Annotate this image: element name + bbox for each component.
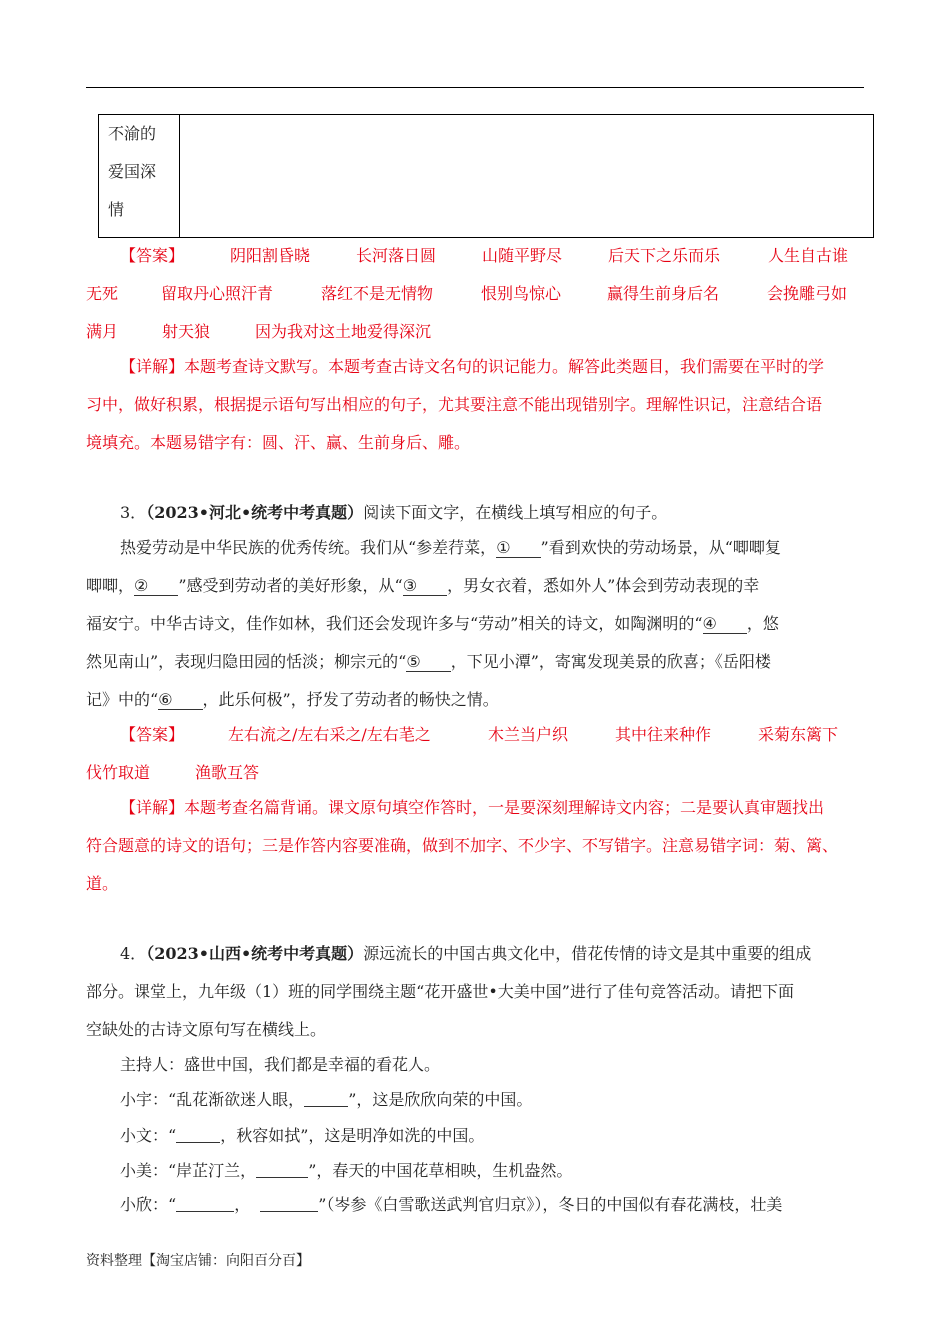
q3-detail-line: 【详解】本题考查名篇背诵。课文原句填空作答时，一是要深刻理解诗文内容；二是要认真审题找出: [120, 798, 825, 817]
passage-text: 然见南山”，表现归隐田园的恬淡；柳宗元的“: [86, 652, 407, 671]
answer-item: 满月: [86, 322, 119, 341]
dialog-text: ，: [234, 1195, 251, 1214]
answer-tag: 【答案】: [120, 725, 185, 744]
q4-intro-line: 部分。课堂上，九年级（1）班的同学围绕主题“花开盛世•大美中国”进行了佳句竞答活动。请把下面: [86, 982, 794, 1001]
q3-detail-line: 道。: [86, 874, 119, 893]
answer-item: 阴阳割昏晓: [230, 246, 311, 265]
blank-line: [256, 1161, 308, 1178]
answer-item: 其中往来种作: [615, 725, 712, 744]
q4-header: [120, 941, 811, 964]
dialog-text: 小美：“岸芷汀兰，: [120, 1161, 257, 1180]
q3-header: [120, 500, 667, 523]
dialog-text: ”，春天的中国花草相映，生机盎然。: [308, 1161, 573, 1180]
answer-item: 长河落日圆: [356, 246, 437, 265]
blank-2: ②: [134, 577, 178, 596]
question-intro: 源远流长的中国古典文化中，借花传情的诗文是其中重要的组成: [363, 944, 812, 963]
q4-dialog-line: [120, 1158, 572, 1181]
answer-item: 山随平野尽: [482, 246, 563, 265]
passage-text: ，男女衣着，悉如外人”体会到劳动表现的幸: [447, 576, 760, 595]
q3-passage-line: [86, 611, 779, 634]
q3-answer-line-2: [86, 760, 259, 783]
passage-text: ”看到欢快的劳动场景，从“唧唧复: [540, 538, 781, 557]
blank-line: [260, 1195, 318, 1212]
answer-item: 无死: [86, 284, 119, 303]
q4-dialog-line: [120, 1087, 532, 1110]
table-label-line: 不渝的: [108, 124, 157, 143]
answer-item: 左右流之/左右采之/左右芼之: [228, 725, 431, 744]
table-label-line: 情: [108, 200, 125, 219]
answer-item: 伐竹取道: [86, 763, 151, 782]
dialog-text: 小宇：“乱花渐欲迷人眼，: [120, 1090, 305, 1109]
q4-dialog-line: [120, 1192, 782, 1215]
answer-item: 留取丹心照汗青: [161, 284, 274, 303]
answer-table: [98, 114, 874, 238]
passage-text: ，悠: [746, 614, 779, 633]
q2-detail-line: 境填充。本题易错字有：圆、汗、赢、生前身后、雕。: [86, 433, 471, 452]
q2-answer-line-3: [86, 319, 431, 342]
blank-line: [176, 1126, 220, 1143]
answer-item: 采菊东篱下: [758, 725, 839, 744]
passage-text: 福安宁。中华古诗文，佳作如林，我们还会发现许多与“劳动”相关的诗文，如陶渊明的“: [86, 614, 703, 633]
q4-dialog-line: [120, 1123, 484, 1146]
dialog-text: ”（岑参《白雪歌送武判官归京》），冬日的中国似有春花满枝，壮美: [318, 1195, 783, 1214]
answer-item: 人生自古谁: [768, 246, 849, 265]
q2-detail-line: 【详解】本题考查诗文默写。本题考查古诗文名句的识记能力。解答此类题目，我们需要在平时的学: [120, 357, 825, 376]
table-label-line: 爱国深: [108, 162, 157, 181]
passage-text: 唧唧，: [86, 576, 135, 595]
blank-1: ①: [496, 539, 540, 558]
q3-passage-line: [86, 649, 771, 672]
dialog-text: ”，这是欣欣向荣的中国。: [348, 1090, 533, 1109]
q3-detail-line: 符合题意的诗文的语句；三是作答内容要准确，做到不加字、不少字、不写错字。注意易错字词：菊、篱、: [86, 836, 839, 855]
q2-detail-line: 习中，做好积累，根据提示语句写出相应的句子，尤其要注意不能出现错别字。理解性识记，注意结合语: [86, 395, 823, 414]
q2-answer-line-2: [86, 281, 847, 304]
answer-item: 会挽雕弓如: [767, 284, 848, 303]
blank-3: ③: [403, 577, 447, 596]
footer-note: 资料整理【淘宝店铺：向阳百分百】: [86, 1253, 310, 1269]
passage-text: ，此乐何极”，抒发了劳动者的畅快之情。: [202, 690, 499, 709]
passage-text: 热爱劳动是中华民族的优秀传统。我们从“参差荇菜，: [120, 538, 497, 557]
answer-item: 射天狼: [162, 322, 211, 341]
question-source: （2023•山西•统考中考真题）: [146, 944, 364, 963]
blank-4: ④: [703, 615, 747, 634]
blank-6: ⑥: [158, 691, 202, 710]
blank-5: ⑤: [406, 653, 450, 672]
dialog-text: 小文：“: [120, 1126, 177, 1145]
answer-item: 因为我对这土地爱得深沉: [255, 322, 432, 341]
answer-item: 渔歌互答: [195, 763, 260, 782]
header-rule: [86, 87, 864, 88]
answer-item: 赢得生前身后名: [607, 284, 720, 303]
answer-item: 后天下之乐而乐: [608, 246, 721, 265]
q3-answer-line-1: [86, 722, 838, 745]
question-prompt: 阅读下面文字，在横线上填写相应的句子。: [363, 503, 668, 522]
table-label-cell: [99, 115, 180, 238]
q4-host-line: 主持人：盛世中国，我们都是幸福的看花人。: [120, 1055, 441, 1074]
q3-passage-line: [86, 687, 499, 710]
dialog-text: ，秋容如拭”，这是明净如洗的中国。: [220, 1126, 485, 1145]
answer-item: 落红不是无情物: [321, 284, 434, 303]
question-number: 3．: [120, 503, 147, 522]
passage-text: ，下见小潭”，寄寓发现美景的欣喜；《岳阳楼: [450, 652, 771, 671]
passage-text: ”感受到劳动者的美好形象，从“: [178, 576, 403, 595]
blank-line: [304, 1090, 348, 1107]
passage-text: 记》中的“: [86, 690, 159, 709]
q4-intro-line: 空缺处的古诗文原句写在横线上。: [86, 1020, 327, 1039]
q3-passage-line: [86, 573, 759, 596]
dialog-text: 小欣：“: [120, 1195, 177, 1214]
blank-line: [176, 1195, 234, 1212]
question-number: 4．: [120, 944, 147, 963]
q3-passage-line: [120, 535, 781, 558]
answer-item: 木兰当户织: [488, 725, 569, 744]
question-source: （2023•河北•统考中考真题）: [146, 503, 364, 522]
table-empty-cell: [180, 115, 874, 238]
answer-tag: 【答案】: [120, 246, 185, 265]
q2-answer-line-1: [86, 243, 848, 266]
answer-item: 恨别鸟惊心: [481, 284, 562, 303]
